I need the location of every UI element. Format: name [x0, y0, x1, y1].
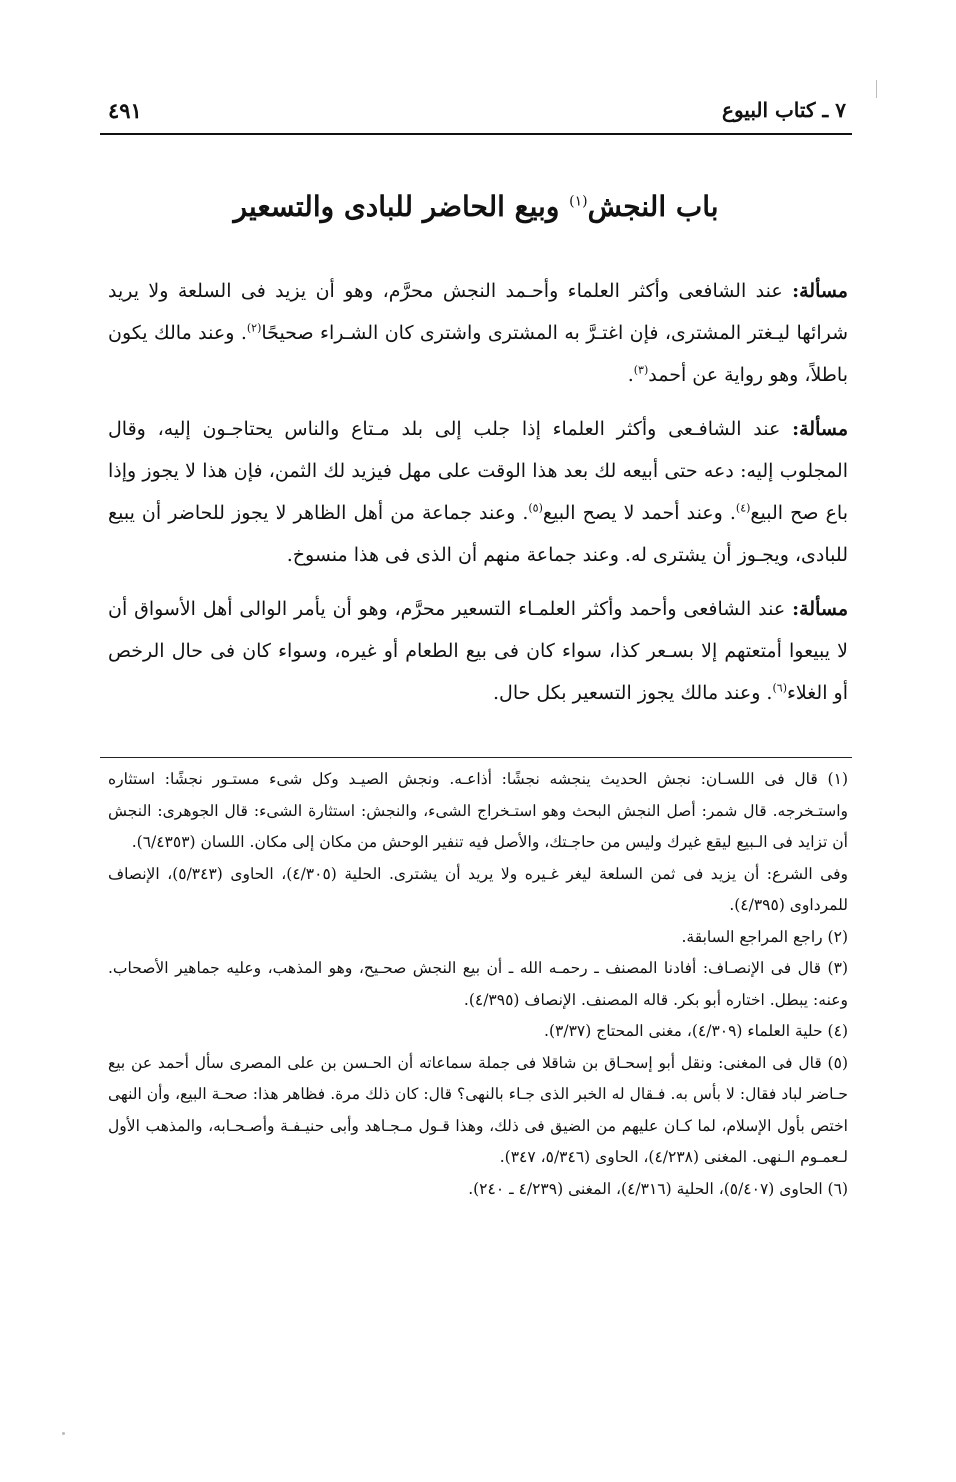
page-number: ٤٩١	[108, 98, 142, 123]
header-rule	[100, 133, 852, 135]
footnote-ref: (٢)	[246, 321, 262, 335]
paragraph-text: . وعند أحمد لا يصح البيع	[542, 502, 736, 524]
paragraph-text: . وعند مالك يكون باطلاً، وهو رواية عن أحمد	[108, 322, 848, 386]
paragraph-text: .	[627, 364, 634, 386]
scan-speck	[62, 1432, 65, 1435]
scan-edge-mark	[876, 80, 877, 98]
paragraph-2	[108, 408, 848, 576]
title-footnote-ref: (١)	[569, 193, 588, 210]
paragraph-text: عند الشافـعى وأكثر العلماء إذا جلب إلى بلد مـتاع والناس يحتاجـون إليه، وقال المجلوب إليه: دعه حتى أبيعه لك بعد هذا الوقت على مهل فيزيد لك الثمن، فإن هذا لا يجوز وإذا باع صح البيع	[108, 418, 848, 524]
section-title	[100, 190, 852, 223]
paragraph-lead: مسألة:	[792, 280, 848, 302]
section-title-text: باب النجش	[587, 190, 719, 223]
footnote-3: (٣) قال فى الإنصـاف: أفادنا المصنف ـ رحمـه الله ـ أن بيع النجش صحـيح، وهو المذهب، وعليه جماهير الأصحاب. وعنه: يبطل. اختاره أبو بكر. قاله المصنف. الإنصاف (٤/٣٩٥).	[108, 959, 848, 1009]
footnote-ref: (٦)	[772, 681, 787, 695]
footnote-2: (٢) راجع المراجع السابقة.	[681, 927, 848, 946]
paragraph-text: . وعند مالك يجوز التسعير بكل حال.	[492, 682, 773, 704]
footnote-1: (١) قال فى اللسـان: نجش الحديث ينجشه نجشًا: أذاعـه. ونجش الصيـد وكل شىء مستـور نجشًا: استثاره واستـخرجه. قال شمر: أصل النجش البحث وهو استـخراج الشىء، والنجش: استثارة الشىء: قال الجوهرى: النجش أن تزايد فى الـبيع ليقع غيرك وليس من حاجـتك، والأصل فيه تنفير الوحش من مكان إلى مكان. اللسان (٦/٤٣٥٣).	[108, 770, 848, 851]
section-title-rest: وبيع الحاضر للبادى والتسعير	[233, 190, 560, 223]
footnotes	[108, 764, 848, 1205]
footnote-ref: (٤)	[735, 501, 751, 515]
paragraph-text: عند الشافعى وأكثر العلماء وأحـمد النجش محرَّم، وهو أن يزيد فى السلعة ولا يريد شرائها ليـغتر المشترى، فإن اغتـرَّ به المشترى واشترى كان الشـراء صحيحًا	[108, 280, 848, 344]
main-text	[108, 270, 848, 726]
paragraph-lead: مسألة:	[792, 418, 849, 440]
paragraph-text: . وعند جماعة من أهل الظاهر لا يجوز للحاضر أن يبيع للبادى، ويجـوز أن يشترى له. وعند جماعة منهم أن الذى فى هذا منسوخ.	[108, 502, 848, 566]
paragraph-text: عند الشافعى وأحمد وأكثر العلمـاء التسعير محرَّم، وهو أن يأمر الوالى أهل الأسواق أن لا يبيعوا أمتعتهم إلا بسـعر كذا، سواء كان فى بيع الطعام أو غيره، وسواء كان فى حال الرخص أو الغلاء	[108, 598, 848, 704]
chapter-title: ٧ ـ كتاب البيوع	[722, 98, 846, 122]
paragraph-1	[108, 270, 848, 396]
footnote-5: (٥) قال فى المغنى: ونقل أبو إسحـاق بن شاقلا فى جملة سماعاته أن الحـسن بن على المصرى سأل أحمد عن بيع حـاضر لباد فقال: لا بأس به. فـقال له الخبر الذى جـاء بالنهى؟ قال: كان ذلك مرة. فظاهر هذا: صحـة البيع، وأن النهى اختص بأول الإسلام، لما كـان عليهم من الضيق فى ذلك، وهذا قـول مـجـاهد وأبى حنيـفـة وأصـحـابه، والمذهب الأول لـعمـوم الـنهى. المغنى (٤/٢٣٨)، الحاوى (٥/٣٤٦، ٣٤٧).	[108, 1053, 848, 1166]
paragraph-3	[108, 588, 848, 714]
footnote-4: (٤) حلية العلماء (٤/٣٠٩)، مغنى المحتاج (٣/٣٧).	[544, 1022, 848, 1040]
footnote-6: (٦) الحاوى (٥/٤٠٧)، الحلية (٤/٣١٦)، المغنى (٤/٢٣٩ ـ ٢٤٠).	[468, 1179, 848, 1198]
footnote-ref: (٥)	[528, 501, 543, 515]
footnote-rule	[100, 757, 852, 758]
footnote-1-continued: وفى الشرع: أن يزيد فى ثمن السلعة ليغر غـيره ولا يريد أن يشترى. الحلية (٤/٣٠٥)، الحاوى (٥/٣٤٣)، الإنصاف للمرداوى (٤/٣٩٥).	[108, 864, 849, 914]
running-header	[100, 96, 852, 132]
paragraph-lead: مسألة:	[792, 598, 848, 620]
footnote-ref: (٣)	[633, 363, 649, 377]
